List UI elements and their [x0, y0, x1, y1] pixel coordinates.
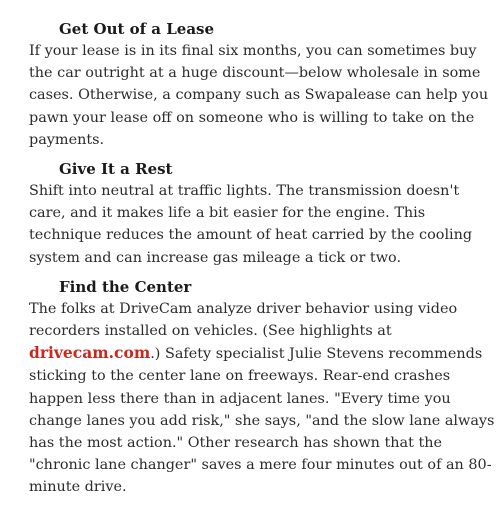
section-paragraph — [29, 298, 495, 499]
paragraph-text-before-link: The folks at DriveCam analyze driver behavior using video recorders installed on vehicles. (See highlights at — [29, 300, 458, 340]
section-get-out-of-a-lease — [29, 18, 495, 151]
section-heading: Find the Center — [59, 277, 192, 296]
article-body — [29, 18, 495, 506]
drivecam-link[interactable]: drivecam.com — [29, 343, 151, 363]
section-give-it-a-rest — [29, 158, 495, 269]
section-paragraph: Shift into neutral at traffic lights. The transmission doesn't care, and it makes life a bit easier for the engine. This technique reduces the amount of heat carried by the cooling system and can increase gas mileage a tick or two. — [29, 183, 473, 266]
paragraph-text-after-link: .) Safety specialist Julie Stevens recommends sticking to the center lane on freeways. Rear-end crashes happen less there than in adjacent lanes. "Every time you change lanes you add risk," she says, "and the slow lane always has the most action." Other research has shown that the "chronic lane changer" saves a mere four minutes out of an 80-minute drive. — [29, 346, 495, 496]
section-heading: Give It a Rest — [59, 160, 173, 179]
section-heading: Get Out of a Lease — [59, 20, 215, 38]
section-find-the-center — [29, 276, 495, 499]
section-paragraph: If your lease is in its final six months, you can sometimes buy the car outright at a huge discount—below wholesale in some cases. Otherwise, a company such as Swapalease can help you pawn your lease off on someone who is willing to take on the payments. — [29, 43, 489, 148]
